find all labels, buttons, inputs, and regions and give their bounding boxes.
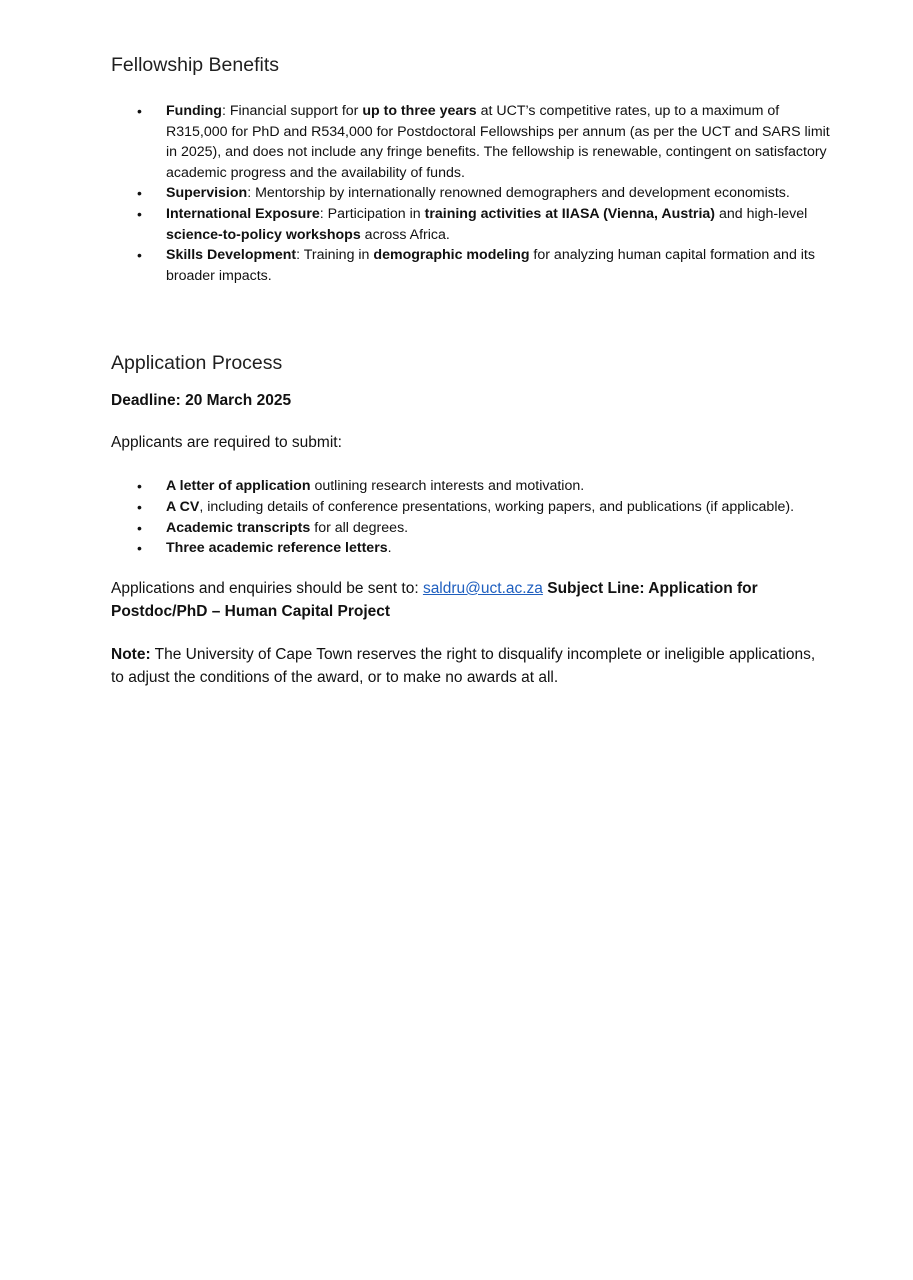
requirement-item: • Three academic reference letters. [111,538,831,559]
email-link[interactable]: saldru@uct.ac.za [422,579,543,597]
benefit-item-funding: • Funding: Financial support for up to three years at UCT’s competitive rates, up to a maximum of R315,000 for PhD and R534,000 for Postdoctoral Fellowships per annum (as per the UCT and SARS limit in 2025), and does not include any fringe benefits. The fellowship is renewable, contingent on satisfactory academic progress and the availability of funds. [111,101,831,183]
deadline-text: Deadline: 20 March 2025 [111,392,292,410]
document-content [111,52,831,689]
benefit-item-skills-development: • Skills Development: Training in demographic modeling for analyzing human capital formation and its broader impacts. [111,245,831,286]
requirement-item: • Academic transcripts for all degrees. [111,518,831,539]
application-process-heading: Application Process [111,352,283,375]
fellowship-benefits-heading: Fellowship Benefits [111,54,279,76]
requirements-intro: Applicants are required to submit: [111,434,342,452]
note-text: The University of Cape Town reserves the right to disqualify incomplete or ineligible applications, to adjust the conditions of the award, or to make no awards at all. [111,645,816,686]
requirement-item: • A CV, including details of conference presentations, working papers, and publications (if applicable). [111,497,831,518]
note-label: Note: [111,645,151,663]
enquiries-text: Applications and enquiries should be sent to: [111,579,423,597]
requirement-item: • A letter of application outlining research interests and motivation. [111,476,831,497]
benefit-item-international-exposure: • International Exposure: Participation in training activities at IIASA (Vienna, Austria) and high-level science-to-policy workshops across Africa. [111,204,831,245]
subject-line: Subject Line: Application for Postdoc/PhD – Human Capital Project [111,579,758,620]
requirements-list [111,476,831,558]
benefit-item-supervision: • Supervision: Mentorship by internationally renowned demographers and development economists. [111,183,831,204]
note-paragraph [111,643,831,689]
benefits-list [111,101,831,286]
enquiries-paragraph [111,577,831,623]
